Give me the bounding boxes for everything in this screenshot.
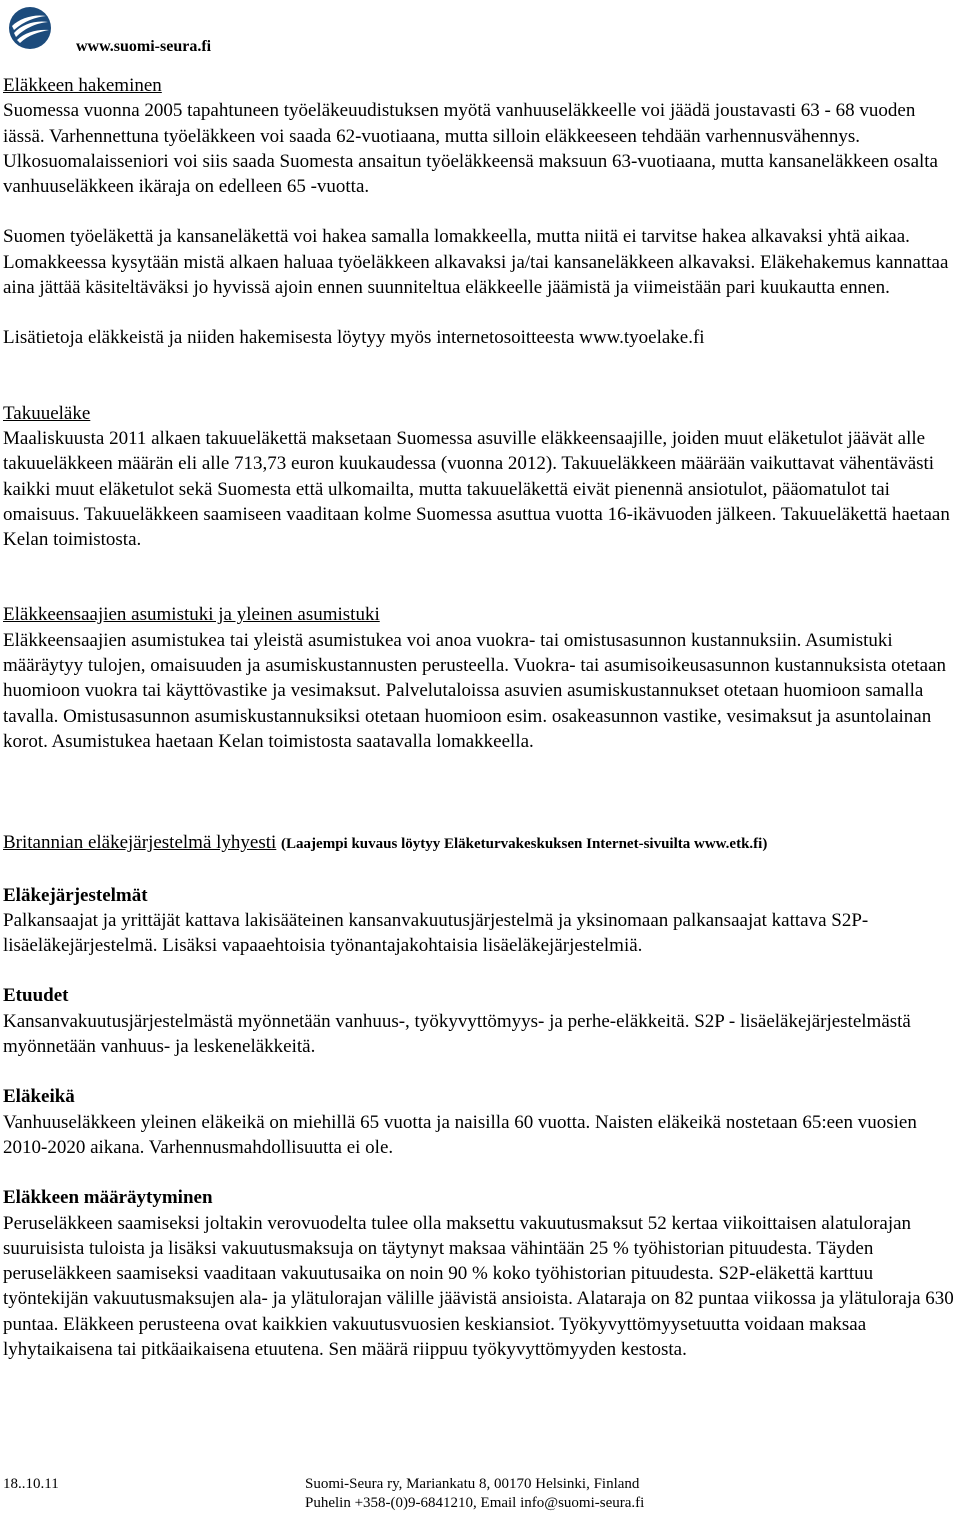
footer-address-line: Suomi-Seura ry, Mariankatu 8, 00170 Helsinki, Finland xyxy=(305,1476,640,1492)
paragraph: Kansanvakuutusjärjestelmästä myönnetään vanhuus-, työkyvyttömyys- ja perhe-eläkkeitä. S2P - lisäeläkejärjestelmästä myönnetään vanhuus- ja leskeneläkkeitä. xyxy=(3,1010,911,1058)
section-heading-britannia xyxy=(3,830,958,857)
paragraph: Suomen työeläkettä ja kansaneläkettä voi hakea samalla lomakkeella, mutta niitä ei tarvitse hakea alkavaksi yhtä aikaa. Lomakkeessa kysytään mistä alkaen haluaa työeläkkeen alkavaksi ja/tai kansaneläkkeen alkavaksi. Eläkehakemus kannattaa aina jättää käsiteltäväksi jo hyvissä ajoin ennen suunniteltua eläkkeelle jäämistä ja viimeistään pari kuukautta ennen. xyxy=(3,226,949,299)
section-note: (Laajempi kuvaus löytyy Eläketurvakeskuksen Internet-sivuilta www.etk.fi) xyxy=(281,836,768,853)
paragraph: Suomessa vuonna 2005 tapahtuneen työeläkeuudistuksen myötä vanhuuseläkkeelle voi jäädä joustavasti 63 - 68 vuoden iässä. Varhennettuna työeläkkeen voi saada 62-vuotiaana, mutta silloin eläkkeeseen tehdään varhennusvähennys. Ulkosuomalaisseniori voi siis saada Suomesta ansaitun työeläkkeensä maksuun 63-vuotiaana, mutta kansaneläkkeen osalta vanhuuseläkkeen ikäraja on edelleen 65 -vuotta. xyxy=(3,100,938,198)
section-title-britannia: Britannian eläkejärjestelmä lyhyesti xyxy=(3,832,277,854)
suomi-seura-logo-icon xyxy=(8,6,52,50)
section-title-elakkeen-hakeminen: Eläkkeen hakeminen xyxy=(3,75,162,96)
paragraph: Eläkkeensaajien asumistukea tai yleistä asumistukea voi anoa vuokra- tai omistusasunnon kustannuksiin. Asumistuki määräytyy tulojen, omaisuuden ja asumiskustannusten perusteella. Vuokra- tai asumisoikeusasunnon kustannuksista otetaan huomioon vuokra tai käyttövastike ja vesimaksut. Palvelutaloissa asuvien asumiskustannukset otetaan huomioon samalla tavalla. Omistusasunnon asumiskustannuksiksi otetaan huomioon esim. osakeasunnon vastike, vesimaksut ja asuntolainan korot. Asumistukea haetaan Kelan toimistosta saatavalla lomakkeella. xyxy=(3,629,947,752)
subsection-title-elakeika: Eläkeikä xyxy=(3,1086,75,1108)
footer-address xyxy=(305,1475,644,1513)
paragraph: Palkansaajat ja yrittäjät kattava lakisääteinen kansanvakuutusjärjestelmä ja yksinomaan palkansaajat kattava S2P-lisäeläkejärjestelmä. Lisäksi vapaaehtoisia työnantajakohtaisia lisäeläkejärjestelmiä. xyxy=(3,909,869,957)
subsection-title-etuudet: Etuudet xyxy=(3,985,69,1007)
section-title-takuuelake: Takuueläke xyxy=(3,402,91,424)
paragraph: Maaliskuusta 2011 alkaen takuueläkettä maksetaan Suomessa asuville eläkkeensaajille, joiden muut eläketulot jäävät alle takuueläkkeen määrän eli alle 713,73 euron kuukaudessa (vuonna 2012). Takuueläkkeen määrään vaikuttavat vähentävästi kaikki muut eläketulot sekä Suomesta että ulkomailta, mutta takuueläkettä eivät pienennä ansiotulot, pääomatulot tai omaisuus. Takuueläkkeen saamiseen vaaditaan kolme Suomessa asuttua vuotta 16-ikävuoden jälkeen. Takuueläkettä haetaan Kelan toimistosta. xyxy=(3,427,950,551)
subsection-title-maaraytyminen: Eläkkeen määräytyminen xyxy=(3,1187,213,1209)
paragraph: Lisätietoja eläkkeistä ja niiden hakemisesta löytyy myös internetosoitteesta www.tyoelake.fi xyxy=(3,327,705,349)
footer-date: 18..10.11 xyxy=(3,1476,59,1492)
paragraph: Vanhuuseläkkeen yleinen eläkeikä on miehillä 65 vuotta ja naisilla 60 vuotta. Naisten eläkeikä nostetaan 65:een vuosien 2010-2020 aikana. Varhennusmahdollisuutta ei ole. xyxy=(3,1111,917,1158)
site-url[interactable]: www.suomi-seura.fi xyxy=(76,38,212,55)
subsection-title-elakejarjestelmat: Eläkejärjestelmät xyxy=(3,884,148,906)
footer-contact-line: Puhelin +358-(0)9-6841210, Email info@suomi-seura.fi xyxy=(305,1495,645,1511)
paragraph: Peruseläkkeen saamiseksi joltakin verovuodelta tulee olla maksettu vakuutusmaksut 52 kertaa viikoittaisen alatulorajan suuruisista tuloista ja lisäksi vakuutusmaksuja on täytynyt maksaa vähintään 25 % työhistorian pituudesta. Täyden peruseläkkeen saamiseksi vaaditaan vakuutusaika on noin 90 % koko työhistorian pituudesta. S2P-eläkettä karttuu työntekijän vakuutusmaksujen ala- ja ylätulorajan välille jäävistä ansioista. Alataraja on 82 puntaa viikossa ja ylätuloraja 630 puntaa. Eläkkeen perusteena ovat kaikkien vakuutusvuosien keskiansiot. Työkyvyttömyysetuutta voidaan maksaa lyhytaikaisena tai pitkäaikaisena etuutena. Sen määrä riippuu työkyvyttömyyden kestosta. xyxy=(3,1212,954,1360)
section-title-asumistuki: Eläkkeensaajien asumistuki ja yleinen asumistuki xyxy=(3,604,380,626)
document-body xyxy=(3,73,958,1362)
